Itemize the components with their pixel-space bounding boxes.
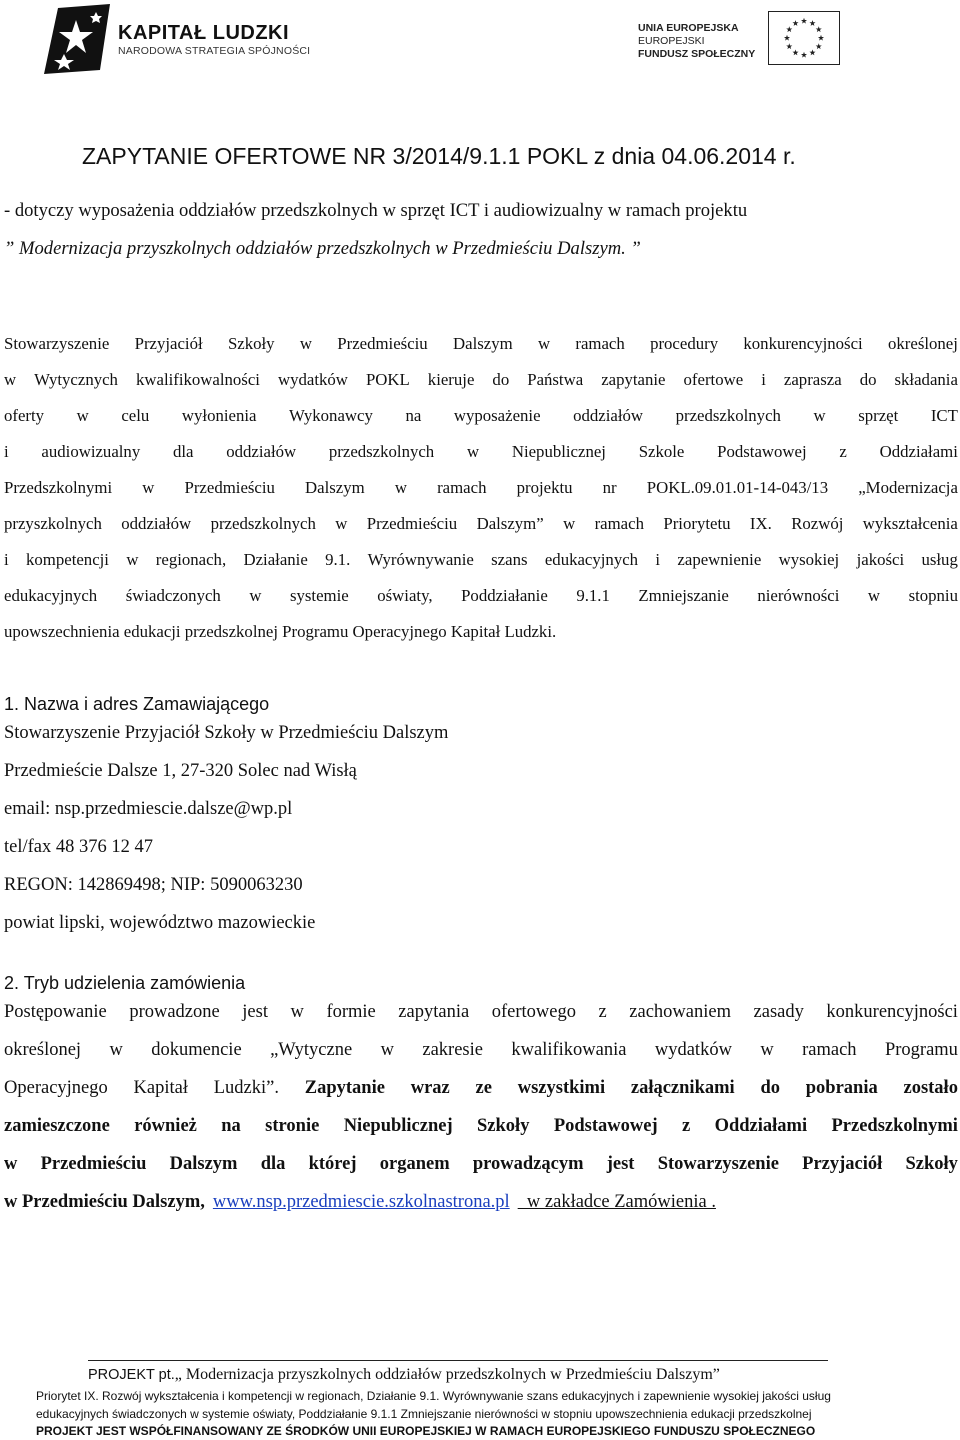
section-1-line: tel/fax 48 376 12 47 — [4, 837, 154, 857]
word: konkurencyjności — [826, 1002, 958, 1022]
word: Stowarzyszenie — [4, 334, 110, 353]
word: Wyrównywanie — [367, 550, 474, 569]
word: Szkoły — [905, 1154, 958, 1174]
section-2-line-6-bold: w Przedmieściu Dalszym, — [4, 1192, 205, 1212]
paragraph-line: upowszechnienia edukacji przedszkolnej Programu Operacyjnego Kapitał Ludzki. — [4, 622, 557, 641]
ue-line3: FUNDUSZ SPOŁECZNY — [638, 48, 756, 60]
word: zachowaniem — [629, 1002, 731, 1022]
word: zostało — [903, 1078, 958, 1098]
word: wydatków — [277, 370, 348, 389]
word: wydatków — [654, 1040, 732, 1060]
word: Przedmieściu — [40, 1154, 147, 1174]
word: w — [335, 514, 348, 533]
word: Szkoły — [227, 334, 275, 353]
school-website-link[interactable]: www.nsp.przedmiescie.szkolnastrona.pl — [212, 1192, 510, 1212]
section-2-line-2 — [4, 1040, 958, 1078]
word: i — [4, 442, 9, 461]
word: nierówności — [757, 586, 840, 605]
word: 9.1.1 — [576, 586, 610, 605]
word: Szkole — [638, 442, 685, 461]
eu-wordmark — [638, 22, 755, 61]
footer-project-prefix: PROJEKT pt. — [88, 1367, 175, 1383]
word: systemie — [289, 586, 349, 605]
word: której — [308, 1154, 357, 1174]
word: wszystkimi — [517, 1078, 606, 1098]
word: w — [466, 442, 480, 461]
word: oddziałów — [573, 406, 644, 425]
word: ICT — [930, 406, 958, 425]
word: do — [760, 1078, 780, 1098]
paragraph-line — [4, 370, 958, 406]
word: zapytanie — [601, 370, 666, 389]
word: i — [761, 370, 766, 389]
section-1-heading: 1. Nazwa i adres Zamawiającego — [4, 694, 270, 714]
word: określonej — [888, 334, 958, 353]
kl-subtitle: NARODOWA STRATEGIA SPÓJNOŚCI — [118, 45, 311, 57]
word: Działanie — [243, 550, 308, 569]
word: Priorytetu — [663, 514, 731, 533]
word: w — [563, 514, 576, 533]
footer-cofinancing-line: PROJEKT JEST WSPÓŁFINANSOWANY ZE ŚRODKÓW UNII EUROPEJSKIEJ W RAMACH EUROPEJSKIEGO FUNDUSZU SPOŁECZNEGO — [36, 1424, 816, 1438]
word: w — [290, 1002, 304, 1022]
word: określonej — [4, 1040, 82, 1060]
word: zapytania — [398, 1002, 470, 1022]
word: Wykonawcy — [289, 406, 373, 425]
word: oddziałów — [226, 442, 297, 461]
word: w — [537, 334, 551, 353]
word: na — [221, 1116, 241, 1136]
word: edukacyjnych — [4, 586, 98, 605]
word: w — [142, 478, 155, 497]
word: regionach, — [155, 550, 227, 569]
section-2-line-4 — [4, 1116, 958, 1154]
word: pobrania — [805, 1078, 878, 1098]
kl-title: KAPITAŁ LUDZKI — [118, 22, 290, 44]
section-2-heading: 2. Tryb udzielenia zamówienia — [4, 973, 246, 993]
section-2-line-6 — [4, 1192, 958, 1230]
word: do — [859, 370, 877, 389]
word: w — [380, 1040, 394, 1060]
section-1-email: email: nsp.przedmiescie.dalsze@wp.pl — [4, 799, 293, 819]
word: Rozwój — [791, 514, 844, 533]
word: do — [492, 370, 510, 389]
section-1-line: REGON: 142869498; NIP: 5090063230 — [4, 875, 303, 895]
word: zamieszczone — [4, 1116, 110, 1136]
word: i — [655, 550, 661, 569]
word: w — [813, 406, 826, 425]
section-1-line: powiat lipski, województwo mazowieckie — [4, 913, 316, 933]
word: i — [4, 550, 9, 569]
word: Podstawowej — [553, 1116, 658, 1136]
word: zaprasza — [783, 370, 842, 389]
word: ramach — [575, 334, 625, 353]
word: stopniu — [908, 586, 958, 605]
word: z — [682, 1116, 691, 1136]
word: kieruje — [427, 370, 475, 389]
word: szans — [491, 550, 528, 569]
word: w — [109, 1040, 123, 1060]
word: Postępowanie — [4, 1002, 107, 1022]
word: zapewnienie — [677, 550, 762, 569]
word: Dalszym” — [476, 514, 544, 533]
word: w — [126, 550, 139, 569]
word: celu — [121, 406, 150, 425]
section-2-line-3 — [4, 1078, 958, 1116]
word: Przedmieściu — [366, 514, 458, 533]
word: ramach — [437, 478, 487, 497]
word: Przedmieściu — [184, 478, 275, 497]
word: wykształcenia — [862, 514, 958, 533]
word: Stowarzyszenie — [657, 1154, 779, 1174]
eu-flag-icon — [768, 11, 840, 65]
paragraph-line — [4, 406, 958, 442]
word: sprzęt — [858, 406, 899, 425]
word: kwalifikowania — [511, 1040, 627, 1060]
word: dla — [172, 442, 194, 461]
kapital-ludzki-star-logo-icon — [44, 4, 116, 74]
word: procedury — [650, 334, 719, 353]
word: z — [839, 442, 847, 461]
footer-divider — [88, 1360, 828, 1361]
word: jest — [606, 1154, 635, 1174]
word: Przyjaciół — [134, 334, 203, 353]
word: wyposażenie — [453, 406, 541, 425]
word: w — [249, 586, 262, 605]
word: Przedszkolnymi — [4, 478, 113, 497]
word: formie — [326, 1002, 376, 1022]
word: Oddziałami — [879, 442, 958, 461]
paragraph-line — [4, 550, 958, 586]
word: stronie — [265, 1116, 320, 1136]
word: Dalszym — [453, 334, 513, 353]
section-1-line: Stowarzyszenie Przyjaciół Szkoły w Przedmieściu Dalszym — [4, 723, 449, 743]
word: Niepublicznej — [343, 1116, 453, 1136]
ue-line1: UNIA EUROPEJSKA — [638, 22, 739, 34]
word: Dalszym — [169, 1154, 238, 1174]
section-2-paragraph — [4, 1002, 958, 1230]
word: w — [760, 1040, 774, 1060]
word: ofertowego — [491, 1002, 576, 1022]
word: Poddziałanie — [461, 586, 548, 605]
document-title: ZAPYTANIE OFERTOWE NR 3/2014/9.1.1 POKL z dnia 04.06.2014 r. — [82, 143, 796, 169]
word: na — [405, 406, 422, 425]
kapital-ludzki-wordmark — [118, 22, 310, 58]
word: Zmniejszanie — [638, 586, 729, 605]
word: ze — [475, 1078, 492, 1098]
word: kompetencji — [26, 550, 109, 569]
word: w — [4, 370, 17, 389]
word: „Modernizacja — [858, 478, 958, 497]
word: jest — [242, 1002, 268, 1022]
word: projektu — [516, 478, 573, 497]
word: w — [299, 334, 312, 353]
word: składania — [894, 370, 958, 389]
word: ramach — [594, 514, 644, 533]
word: przedszkolnych — [328, 442, 435, 461]
word: świadczonych — [125, 586, 221, 605]
section-2-line-6-tail: w zakładce Zamówienia . — [517, 1192, 716, 1212]
footer-priority-line: Priorytet IX. Rozwój wykształcenia i kompetencji w regionach, Działanie 9.1. Wyrównywanie szans edukacyjnych i zapewnienie wysokiej jakości usług — [36, 1389, 831, 1403]
paragraph-line — [4, 514, 958, 550]
word: konkurencyjności — [743, 334, 863, 353]
word: dokumencie — [151, 1040, 242, 1060]
word: przedszkolnych — [210, 514, 316, 533]
section-2-line-1 — [4, 1002, 958, 1040]
word: POKL.09.01.01-14-043/13 — [646, 478, 829, 497]
word: Kapitał — [133, 1078, 188, 1098]
word: zasady — [753, 1002, 804, 1022]
word: Szkoły — [477, 1116, 530, 1136]
word: edukacyjnych — [544, 550, 639, 569]
word: Przedmieściu — [337, 334, 428, 353]
word: z — [598, 1002, 607, 1022]
word: jakości — [856, 550, 905, 569]
word: w — [4, 1154, 18, 1174]
word: POKL — [365, 370, 410, 389]
word: IX. — [749, 514, 772, 533]
word: prowadzone — [129, 1002, 220, 1022]
word: w — [867, 586, 881, 605]
paragraph-line — [4, 586, 958, 622]
section-2-line-5 — [4, 1154, 958, 1192]
subtitle-line-2: ” Modernizacja przyszkolnych oddziałów przedszkolnych w Przedmieściu Dalszym. ” — [4, 238, 641, 259]
word: wraz — [410, 1078, 450, 1098]
ue-line2: EUROPEJSKI — [638, 35, 705, 47]
footer-project-title — [88, 1366, 720, 1384]
word: Podstawowej — [717, 442, 807, 461]
section-1-line: Przedmieście Dalsze 1, 27-320 Solec nad Wisłą — [4, 761, 357, 781]
word: oświaty, — [377, 586, 433, 605]
paragraph-line — [4, 334, 958, 370]
word: ramach — [802, 1040, 857, 1060]
word: Ludzki”. — [213, 1078, 279, 1098]
word: dla — [260, 1154, 286, 1174]
word: przyszkolnych — [4, 514, 102, 533]
word: Niepublicznej — [511, 442, 606, 461]
word: nr — [602, 478, 617, 497]
word: kwalifikowalności — [135, 370, 260, 389]
word: organem — [379, 1154, 450, 1174]
word: wysokiej — [778, 550, 840, 569]
paragraph-line — [4, 442, 958, 478]
word: oferty — [4, 406, 45, 425]
word: audiowizualny — [41, 442, 141, 461]
word: w — [76, 406, 89, 425]
intro-paragraph — [4, 334, 958, 658]
word: zakresie — [422, 1040, 483, 1060]
word: Wytycznych — [34, 370, 118, 389]
word: Operacyjnego — [4, 1078, 108, 1098]
word: Państwa — [527, 370, 584, 389]
word: Programu — [884, 1040, 958, 1060]
word: w — [394, 478, 407, 497]
paragraph-line — [4, 478, 958, 514]
word: oddziałów — [121, 514, 192, 533]
word: Oddziałami — [714, 1116, 808, 1136]
footer-subaction-line: edukacyjnych świadczonych w systemie oświaty, Poddziałanie 9.1.1 Zmniejszanie nierówności w stopniu upowszechnienia edukacji przedszkolnej — [36, 1407, 812, 1421]
word: przedszkolnych — [675, 406, 781, 425]
word: Przyjaciół — [802, 1154, 883, 1174]
word: Przedszkolnymi — [831, 1116, 958, 1136]
word: Dalszym — [305, 478, 365, 497]
footer-project-name: „ Modernizacja przyszkolnych oddziałów przedszkolnych w Przedmieściu Dalszym” — [174, 1366, 720, 1383]
word: załącznikami — [630, 1078, 735, 1098]
word: wyłonienia — [181, 406, 257, 425]
subtitle-line-1: - dotyczy wyposażenia oddziałów przedszkolnych w sprzęt ICT i audiowizualny w ramach projektu — [4, 200, 748, 221]
word: Zapytanie — [304, 1078, 385, 1098]
word: ofertowe — [683, 370, 744, 389]
word: „Wytyczne — [270, 1040, 353, 1060]
word: również — [134, 1116, 197, 1136]
word: 9.1. — [325, 550, 351, 569]
word: prowadzącym — [472, 1154, 584, 1174]
word: usług — [921, 550, 958, 569]
letterhead — [0, 0, 960, 80]
